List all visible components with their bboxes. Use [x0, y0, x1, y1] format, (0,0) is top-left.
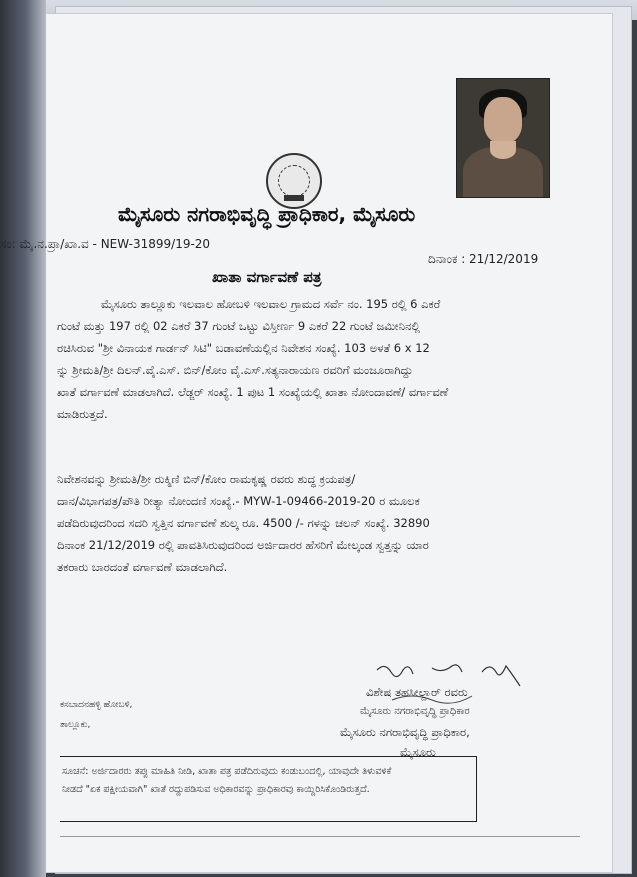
reference-number: ಸಂ: ಮೈ.ನ.ಪ್ರಾ/ಖಾ.ವ - NEW-31899/19-20 [0, 237, 211, 251]
text-line: ರಚಿಸಿರುವ "ಶ್ರೀ ವಿನಾಯಕ ಗಾರ್ಡನ್ ಸಿಟಿ" ಬಡಾವಣೆಯಲ್ಲಿನ ನಿವೇಶನ ಸಂಖ್ಯೆ. 103 ಅಳತೆ 6 x 12 [57, 341, 430, 355]
signature-line: ವಿಶೇಷ ತಹಸೀಲ್ದಾರ್ ರವರು [366, 685, 468, 699]
text-line: ದಾನ/ವಿಭಾಗಪತ್ರ/ಪೌತಿ ರೀತ್ಯಾ ನೋಂದಣಿ ಸಂಖ್ಯೆ.- MYW-1-09466-2019-20 ರ ಮೂಲಕ [57, 494, 420, 508]
text-line: ಗುಂಟೆ ಮತ್ತು 197 ರಲ್ಲಿ 02 ಎಕರೆ 37 ಗುಂಟೆ ಒಟ್ಟು ವಿಸ್ತೀರ್ಣ 9 ಎಕರೆ 22 ಗುಂಟೆ ಜಮೀನಿನಲ್ಲಿ [57, 319, 421, 333]
document-subject: ಖಾತಾ ವರ್ಗಾವಣೆ ಪತ್ರ [212, 268, 322, 286]
paragraph-transfer-details [57, 468, 577, 578]
text-line: ತಕರಾರು ಬಾರದಂತೆ ವರ್ಗಾವಣೆ ಮಾಡಲಾಗಿದೆ. [57, 560, 228, 574]
authority-seal-icon [266, 153, 322, 209]
text-line: ಖಾತೆ ವರ್ಗಾವಣೆ ಮಾಡಲಾಗಿದೆ. ಲೆಡ್ಜರ್ ಸಂಖ್ಯೆ. 1 ಪುಟ 1 ಸಂಖ್ಯೆಯಲ್ಲಿ ಖಾತಾ ನೋಂದಾವಣೆ/ ವರ್ಗಾವಣೆ [57, 385, 449, 399]
text-line: ನ್ನು ಶ್ರೀಮತಿ/ಶ್ರೀ ದಿಲನ್.ವೈ.ಎಸ್. ಬಿನ್/ಕೋಂ ವೈ.ಎಸ್.ಸತ್ಯನಾರಾಯಣ ರವರಿಗೆ ಮಂಜೂರಾಗಿದ್ದು [57, 363, 413, 377]
cc-line: ಕಸಬಾದನಹಳ್ಳಿ ಹೋಬಳಿ, [60, 700, 133, 710]
signature-block [340, 682, 540, 762]
note-line: ಸೂಚನೆ: ಅರ್ಜಿದಾರರು ತಪ್ಪು ಮಾಹಿತಿ ನೀಡಿ, ಖಾತಾ ಪತ್ರ ಪಡೆದಿರುವುದು ಕಂಡುಬಂದಲ್ಲಿ, ಯಾವುದೇ ತಿಳುವಳಿಕೆ [62, 766, 392, 777]
cc-line: ತಾಲ್ಲೂಕು, [60, 720, 91, 730]
text-line: ದಿನಾಂಕ 21/12/2019 ರಲ್ಲಿ ಪಾವತಿಸಿರುವುದರಿಂದ ಅರ್ಜಿದಾರರ ಹೆಸರಿಗೆ ಮೇಲ್ಕಂಡ ಸ್ವತ್ತನ್ನು ಯಾರ [57, 538, 429, 552]
signature-line: ಮೈಸೂರು ನಗರಾಭಿವೃದ್ಧಿ ಪ್ರಾಧಿಕಾರ [360, 706, 470, 717]
paragraph-property-details [57, 293, 577, 425]
text-line: ಮೈಸೂರು ತಾಲ್ಲೂಕು ಇಲವಾಲ ಹೋಬಳಿ ಇಲವಾಲ ಗ್ರಾಮದ ಸರ್ವೆ ನಂ. 195 ರಲ್ಲಿ 6 ಎಕರೆ [101, 297, 441, 311]
footer-divider [60, 836, 580, 837]
signature-line: ಮೈಸೂರು ನಗರಾಭಿವೃದ್ಧಿ ಪ್ರಾಧಿಕಾರ, [340, 725, 470, 739]
note-line: ನೀಡದೆ "ಏಕ ಪಕ್ಷೀಯವಾಗಿ" ಖಾತೆ ರದ್ದುಪಡಿಸುವ ಅಧಿಕಾರವನ್ನು ಪ್ರಾಧಿಕಾರವು ಕಾಯ್ದಿರಿಸಿಕೊಂಡಿರುತ್ತದೆ. [62, 784, 370, 795]
text-line: ನಿವೇಶನವನ್ನು ಶ್ರೀಮತಿ/ಶ್ರೀ ರುಕ್ಮಿಣಿ ಬಿನ್/ಕೋಂ ರಾಮಕೃಷ್ಣ ರವರು ಶುದ್ಧ ಕ್ರಯಪತ್ರ/ [57, 472, 356, 486]
scan-shadow-edge [0, 0, 46, 877]
copy-to-block [60, 695, 132, 735]
applicant-photo [456, 78, 550, 198]
text-line: ಮಾಡಿರುತ್ತದೆ. [57, 407, 108, 421]
text-line: ಪಡೆದಿರುವುದರಿಂದ ಸದರಿ ಸ್ವತ್ತಿನ ವರ್ಗಾವಣೆ ಶುಲ್ಕ ರೂ. 4500 /- ಗಳನ್ನು ಚಲನ್ ಸಂಖ್ಯೆ. 32890 [57, 516, 430, 530]
issue-date: ದಿನಾಂಕ : 21/12/2019 [428, 252, 539, 266]
signature-line: ಮೈಸೂರು [400, 745, 436, 759]
disclaimer-note [60, 756, 477, 822]
authority-title: ಮೈಸೂರು ನಗರಾಭಿವೃದ್ಧಿ ಪ್ರಾಧಿಕಾರ, ಮೈಸೂರು [118, 202, 416, 226]
